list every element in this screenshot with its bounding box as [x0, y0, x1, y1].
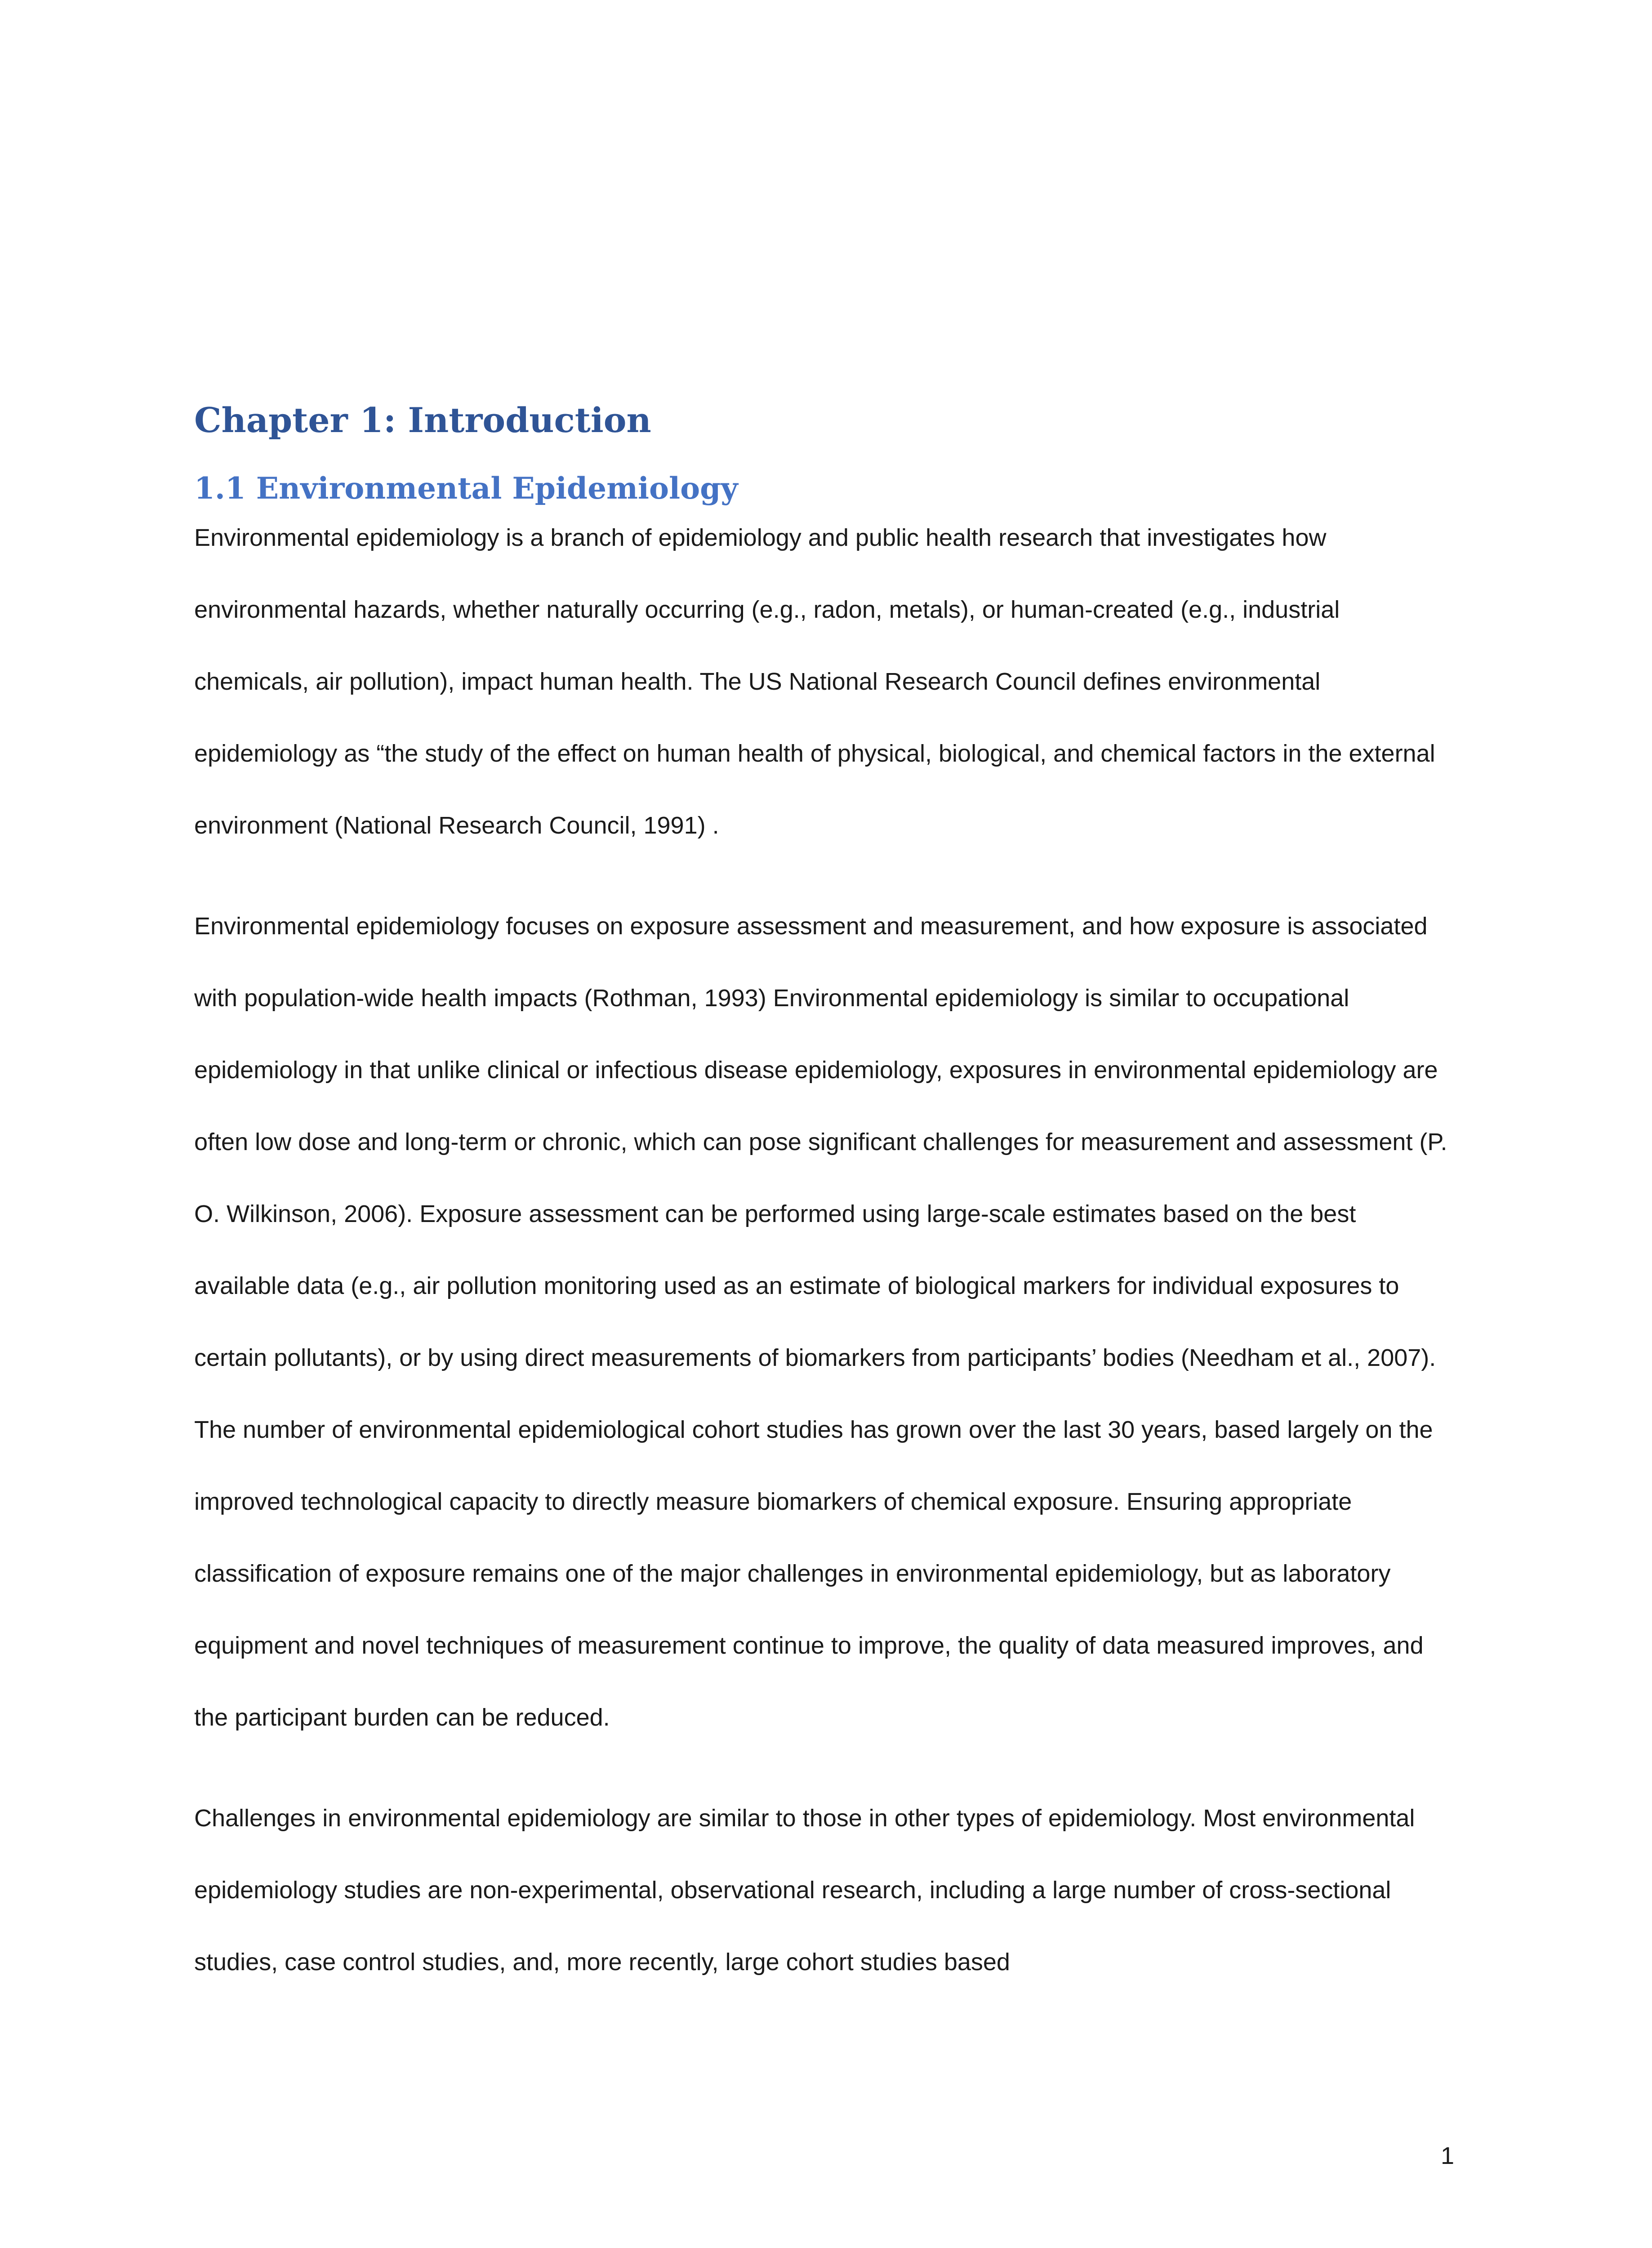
- paragraph-3: Challenges in environmental epidemiology are similar to those in other types of epidemiology. Most environmental epidemiology studies are non-experimental, observational research, including a large number of cross-sectional studies, case control studies, and, more recently, large cohort studies based: [194, 1805, 1415, 1976]
- paragraph-1: Environmental epidemiology is a branch of epidemiology and public health research that investigates how environmental hazards, whether naturally occurring (e.g., radon, metals), or human-created (e.g., industrial chemicals, air pollution), impact human health. The US National Research Council defines environmental epidemiology as “the study of the effect on human health of physical, biological, and chemical factors in the external environment (National Research Council, 1991) .: [194, 524, 1435, 839]
- page-content: [194, 396, 1453, 1998]
- section-title: 1.1 Environmental Epidemiology: [194, 471, 738, 506]
- chapter-title: Chapter 1: Introduction: [194, 400, 651, 440]
- paragraph-2: Environmental epidemiology focuses on exposure assessment and measurement, and how exposure is associated with population-wide health impacts (Rothman, 1993) Environmental epidemiology is similar to occupational epidemiology in that unlike clinical or infectious disease epidemiology, exposures in environmental epidemiology are often low dose and long-term or chronic, which can pose significant challenges for measurement and assessment (P. O. Wilkinson, 2006). Exposure assessment can be performed using large-scale estimates based on the best available data (e.g., air pollution monitoring used as an estimate of biological markers for individual exposures to certain pollutants), or by using direct measurements of biomarkers from participants’ bodies (Needham et al., 2007). The number of environmental epidemiological cohort studies has grown over the last 30 years, based largely on the improved technological capacity to directly measure biomarkers of chemical exposure. Ensuring appropriate classification of exposure remains one of the major challenges in environmental epidemiology, but as laboratory equipment and novel techniques of measurement continue to improve, the quality of data measured improves, and the participant burden can be reduced.: [194, 913, 1447, 1731]
- page-number: 1: [1440, 2142, 1454, 2169]
